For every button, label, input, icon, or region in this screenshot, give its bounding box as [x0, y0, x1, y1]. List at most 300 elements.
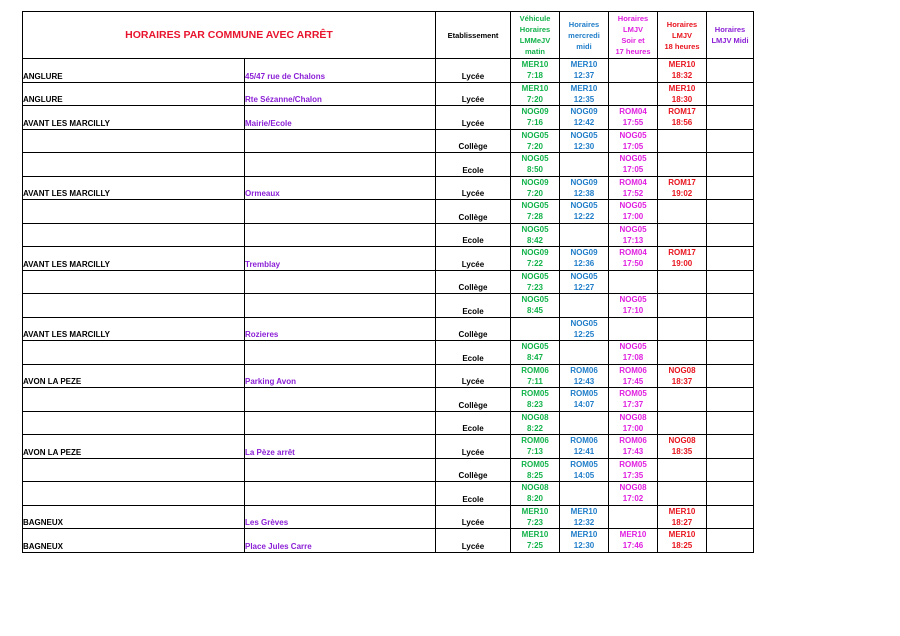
vehicle-code: ROM04: [619, 107, 647, 117]
commune-cell: AVON LA PEZE: [23, 364, 245, 388]
address-cell: Parking Avon: [245, 364, 436, 388]
vehicle-code: ROM05: [521, 389, 549, 399]
header-midi-line: midi: [576, 41, 592, 51]
schedule-body: [23, 59, 754, 553]
etablissement-cell: Lycée: [436, 59, 511, 83]
time-cell-matin: [511, 505, 560, 529]
header-midi: [560, 12, 609, 59]
vehicle-code: NOG05: [619, 295, 647, 305]
vehicle-code: NOG05: [570, 271, 598, 281]
header-matin: [511, 12, 560, 59]
time-cell-midi: [560, 341, 609, 365]
time-cell-midi: [560, 435, 609, 459]
vehicle-code: MER10: [521, 60, 549, 70]
etablissement-cell: Lycée: [436, 176, 511, 200]
table-row: [23, 247, 754, 271]
header-soir17-line: LMJV: [622, 25, 643, 34]
table-row: [23, 364, 754, 388]
departure-time: 7:18: [526, 71, 543, 81]
time-cell-midi: [560, 223, 609, 247]
commune-cell: [23, 270, 245, 294]
commune-cell: BAGNEUX: [23, 529, 245, 553]
time-cell-matin: [511, 247, 560, 271]
etablissement-cell: Ecole: [436, 223, 511, 247]
etablissement-cell: Ecole: [436, 294, 511, 318]
commune-cell: ANGLURE: [23, 82, 245, 106]
address-cell: Les Grèves: [245, 505, 436, 529]
header-midi-lmjv-line: Horaires: [714, 25, 746, 34]
commune-cell: [23, 341, 245, 365]
header-matin-line: Véhicule: [519, 14, 551, 23]
departure-time: 8:47: [526, 353, 543, 363]
table-row: [23, 435, 754, 459]
time-cell-soir18: [658, 458, 707, 482]
vehicle-code: NOG08: [668, 436, 696, 446]
address-cell: [245, 200, 436, 224]
commune-cell: [23, 458, 245, 482]
time-cell-midi: [560, 505, 609, 529]
departure-time: 12:36: [573, 259, 595, 269]
vehicle-code: NOG09: [570, 177, 598, 187]
time-cell-matin: [511, 482, 560, 506]
time-cell-soir17: [609, 364, 658, 388]
time-cell-soir18: [658, 341, 707, 365]
departure-time: 17:45: [622, 376, 644, 386]
vehicle-code: MER10: [521, 530, 549, 540]
commune-cell: AVANT LES MARCILLY: [23, 317, 245, 341]
address-cell: [245, 129, 436, 153]
vehicle-code: MER10: [668, 530, 696, 540]
time-cell-matin: [511, 388, 560, 412]
time-cell-matin: [511, 82, 560, 106]
time-cell-soir18: [658, 153, 707, 177]
commune-cell: AVANT LES MARCILLY: [23, 176, 245, 200]
departure-time: 12:27: [573, 282, 595, 292]
time-cell-midi: [560, 82, 609, 106]
time-cell-matin: [511, 364, 560, 388]
address-cell: [245, 458, 436, 482]
time-cell-soir17: [609, 529, 658, 553]
vehicle-code: NOG05: [619, 201, 647, 211]
vehicle-code: NOG05: [570, 130, 598, 140]
header-soir18: [658, 12, 707, 59]
time-cell-soir18: [658, 482, 707, 506]
time-cell-soir18: [658, 388, 707, 412]
etablissement-cell: Collège: [436, 458, 511, 482]
time-cell-midi-lmjv: [707, 223, 754, 247]
departure-time: 12:37: [573, 71, 595, 81]
header-soir18-line: LMJV: [671, 30, 692, 40]
time-cell-matin: [511, 106, 560, 130]
vehicle-code: ROM06: [619, 436, 647, 446]
departure-time: 17:02: [622, 494, 644, 504]
time-cell-midi-lmjv: [707, 294, 754, 318]
etablissement-cell: Lycée: [436, 82, 511, 106]
commune-cell: [23, 153, 245, 177]
table-row: [23, 153, 754, 177]
table-row: [23, 482, 754, 506]
vehicle-code: NOG05: [521, 342, 549, 352]
time-cell-midi: [560, 294, 609, 318]
time-cell-soir17: [609, 106, 658, 130]
time-cell-soir18: [658, 59, 707, 83]
time-cell-midi-lmjv: [707, 411, 754, 435]
vehicle-code: NOG08: [521, 483, 549, 493]
departure-time: 19:00: [671, 259, 693, 269]
time-cell-midi-lmjv: [707, 176, 754, 200]
time-cell-midi: [560, 106, 609, 130]
address-cell: [245, 223, 436, 247]
table-row: [23, 317, 754, 341]
vehicle-code: NOG05: [521, 224, 549, 234]
vehicle-code: ROM04: [619, 248, 647, 258]
vehicle-code: NOG09: [521, 177, 549, 187]
table-row: [23, 223, 754, 247]
table-row: [23, 341, 754, 365]
schedule-table: [22, 11, 754, 553]
departure-time: 8:45: [526, 306, 543, 316]
vehicle-code: MER10: [619, 530, 647, 540]
table-row: [23, 411, 754, 435]
vehicle-code: ROM06: [570, 436, 598, 446]
departure-time: 7:16: [526, 118, 543, 128]
commune-cell: AVANT LES MARCILLY: [23, 106, 245, 130]
vehicle-code: ROM17: [668, 248, 696, 258]
vehicle-code: ROM17: [668, 177, 696, 187]
time-cell-midi-lmjv: [707, 388, 754, 412]
time-cell-matin: [511, 458, 560, 482]
time-cell-midi-lmjv: [707, 505, 754, 529]
departure-time: 17:37: [622, 400, 644, 410]
time-cell-soir18: [658, 270, 707, 294]
vehicle-code: NOG08: [521, 412, 549, 422]
departure-time: 12:25: [573, 329, 595, 339]
etablissement-cell: Lycée: [436, 529, 511, 553]
time-cell-matin: [511, 411, 560, 435]
time-cell-midi-lmjv: [707, 482, 754, 506]
vehicle-code: NOG09: [521, 248, 549, 258]
commune-cell: AVON LA PEZE: [23, 435, 245, 459]
table-row: [23, 388, 754, 412]
address-cell: [245, 153, 436, 177]
vehicle-code: NOG08: [668, 365, 696, 375]
etablissement-cell: Collège: [436, 317, 511, 341]
time-cell-midi: [560, 388, 609, 412]
departure-time: 18:25: [671, 541, 693, 551]
time-cell-midi: [560, 129, 609, 153]
time-cell-midi: [560, 247, 609, 271]
time-cell-soir18: [658, 129, 707, 153]
commune-cell: [23, 388, 245, 412]
address-cell: [245, 411, 436, 435]
time-cell-matin: [511, 200, 560, 224]
header-etablissement: Etablissement: [436, 12, 511, 59]
etablissement-cell: Ecole: [436, 411, 511, 435]
address-cell: [245, 270, 436, 294]
address-cell: Tremblay: [245, 247, 436, 271]
departure-time: 18:30: [671, 94, 693, 104]
time-cell-midi-lmjv: [707, 317, 754, 341]
departure-time: 7:20: [526, 141, 543, 151]
commune-cell: [23, 223, 245, 247]
time-cell-soir17: [609, 388, 658, 412]
vehicle-code: NOG09: [521, 107, 549, 117]
time-cell-midi: [560, 200, 609, 224]
table-row: [23, 529, 754, 553]
vehicle-code: MER10: [668, 60, 696, 70]
address-cell: Ormeaux: [245, 176, 436, 200]
address-cell: Mairie/Ecole: [245, 106, 436, 130]
vehicle-code: MER10: [570, 83, 598, 93]
time-cell-soir18: [658, 106, 707, 130]
time-cell-soir18: [658, 247, 707, 271]
departure-time: 12:42: [573, 118, 595, 128]
departure-time: 17:35: [622, 470, 644, 480]
time-cell-midi: [560, 317, 609, 341]
time-cell-soir18: [658, 411, 707, 435]
departure-time: 12:32: [573, 517, 595, 527]
commune-cell: AVANT LES MARCILLY: [23, 247, 245, 271]
departure-time: 12:38: [573, 188, 595, 198]
departure-time: 12:35: [573, 94, 595, 104]
departure-time: 18:56: [671, 118, 693, 128]
time-cell-midi-lmjv: [707, 270, 754, 294]
vehicle-code: NOG05: [521, 295, 549, 305]
departure-time: 8:23: [526, 400, 543, 410]
commune-cell: [23, 200, 245, 224]
etablissement-cell: Lycée: [436, 364, 511, 388]
commune-cell: [23, 411, 245, 435]
address-cell: Place Jules Carre: [245, 529, 436, 553]
time-cell-midi-lmjv: [707, 82, 754, 106]
table-row: [23, 270, 754, 294]
time-cell-midi: [560, 176, 609, 200]
time-cell-midi-lmjv: [707, 106, 754, 130]
departure-time: 17:43: [622, 447, 644, 457]
time-cell-soir17: [609, 458, 658, 482]
header-soir18-line: 18 heures: [664, 41, 700, 51]
address-cell: [245, 294, 436, 318]
time-cell-soir18: [658, 82, 707, 106]
departure-time: 7:11: [527, 376, 543, 386]
header-matin-line: Horaires: [519, 25, 551, 34]
etablissement-cell: Collège: [436, 129, 511, 153]
vehicle-code: MER10: [570, 530, 598, 540]
time-cell-soir17: [609, 270, 658, 294]
address-cell: [245, 388, 436, 412]
vehicle-code: ROM06: [619, 365, 647, 375]
departure-time: 17:13: [622, 235, 644, 245]
departure-time: 7:23: [526, 517, 543, 527]
vehicle-code: NOG05: [619, 154, 647, 164]
vehicle-code: MER10: [570, 506, 598, 516]
header-midi-lmjv: [707, 12, 754, 59]
time-cell-soir17: [609, 176, 658, 200]
table-row: [23, 82, 754, 106]
vehicle-code: MER10: [570, 60, 598, 70]
table-row: [23, 505, 754, 529]
commune-cell: [23, 294, 245, 318]
vehicle-code: ROM05: [521, 459, 549, 469]
departure-time: 17:05: [622, 165, 644, 175]
header-soir17: [609, 12, 658, 59]
departure-time: 7:22: [526, 259, 543, 269]
departure-time: 7:20: [526, 94, 543, 104]
time-cell-midi: [560, 153, 609, 177]
departure-time: 18:32: [671, 71, 693, 81]
time-cell-soir17: [609, 200, 658, 224]
departure-time: 12:22: [573, 212, 595, 222]
departure-time: 17:00: [622, 212, 644, 222]
departure-time: 17:05: [622, 141, 644, 151]
departure-time: 18:37: [671, 376, 693, 386]
time-cell-soir17: [609, 223, 658, 247]
time-cell-midi: [560, 411, 609, 435]
time-cell-soir18: [658, 176, 707, 200]
time-cell-matin: [511, 59, 560, 83]
vehicle-code: NOG05: [570, 318, 598, 328]
time-cell-matin: [511, 435, 560, 459]
time-cell-soir17: [609, 341, 658, 365]
time-cell-matin: [511, 341, 560, 365]
address-cell: Rte Sézanne/Chalon: [245, 82, 436, 106]
header-soir18-line: Horaires: [666, 19, 698, 29]
header-soir17-line: 17 heures: [615, 47, 651, 56]
time-cell-soir17: [609, 294, 658, 318]
departure-time: 7:25: [526, 541, 543, 551]
time-cell-matin: [511, 529, 560, 553]
table-row: [23, 106, 754, 130]
vehicle-code: NOG05: [570, 201, 598, 211]
time-cell-soir17: [609, 59, 658, 83]
time-cell-midi: [560, 364, 609, 388]
time-cell-matin: [511, 153, 560, 177]
vehicle-code: ROM05: [570, 459, 598, 469]
departure-time: 17:08: [622, 353, 644, 363]
etablissement-cell: Lycée: [436, 505, 511, 529]
departure-time: 18:27: [671, 517, 693, 527]
etablissement-cell: Lycée: [436, 435, 511, 459]
vehicle-code: NOG09: [570, 248, 598, 258]
vehicle-code: NOG05: [619, 130, 647, 140]
commune-cell: [23, 129, 245, 153]
etablissement-cell: Ecole: [436, 482, 511, 506]
departure-time: 12:30: [573, 141, 595, 151]
time-cell-soir18: [658, 317, 707, 341]
time-cell-midi: [560, 270, 609, 294]
etablissement-cell: Lycée: [436, 247, 511, 271]
vehicle-code: NOG08: [619, 483, 647, 493]
departure-time: 17:00: [622, 423, 644, 433]
vehicle-code: NOG05: [521, 201, 549, 211]
address-cell: Rozieres: [245, 317, 436, 341]
time-cell-soir17: [609, 482, 658, 506]
time-cell-matin: [511, 223, 560, 247]
vehicle-code: MER10: [668, 83, 696, 93]
time-cell-midi-lmjv: [707, 529, 754, 553]
table-row: [23, 458, 754, 482]
departure-time: 17:55: [622, 118, 644, 128]
time-cell-soir17: [609, 247, 658, 271]
time-cell-midi-lmjv: [707, 341, 754, 365]
departure-time: 18:35: [671, 447, 693, 457]
etablissement-cell: Collège: [436, 388, 511, 412]
header-midi-line: Horaires: [568, 19, 600, 29]
departure-time: 17:52: [622, 188, 644, 198]
vehicle-code: ROM05: [570, 389, 598, 399]
departure-time: 8:50: [526, 165, 543, 175]
time-cell-soir18: [658, 529, 707, 553]
time-cell-soir18: [658, 505, 707, 529]
vehicle-code: NOG05: [521, 271, 549, 281]
time-cell-midi: [560, 529, 609, 553]
departure-time: 8:20: [526, 494, 543, 504]
header-soir17-line: Horaires: [617, 14, 649, 23]
table-row: [23, 59, 754, 83]
time-cell-midi: [560, 482, 609, 506]
vehicle-code: MER10: [521, 83, 549, 93]
table-row: [23, 176, 754, 200]
header-midi-line: mercredi: [568, 30, 600, 40]
commune-cell: [23, 482, 245, 506]
vehicle-code: ROM05: [619, 459, 647, 469]
departure-time: 12:43: [573, 376, 595, 386]
vehicle-code: NOG05: [619, 224, 647, 234]
departure-time: 8:25: [526, 470, 543, 480]
time-cell-matin: [511, 317, 560, 341]
departure-time: 17:50: [622, 259, 644, 269]
vehicle-code: ROM17: [668, 107, 696, 117]
table-row: [23, 200, 754, 224]
header-midi-lmjv-line: LMJV Midi: [711, 36, 749, 45]
time-cell-soir17: [609, 505, 658, 529]
header-matin-line: matin: [524, 47, 545, 56]
vehicle-code: NOG09: [570, 107, 598, 117]
vehicle-code: MER10: [668, 506, 696, 516]
departure-time: 17:10: [622, 306, 644, 316]
departure-time: 7:20: [526, 188, 543, 198]
time-cell-midi-lmjv: [707, 153, 754, 177]
address-cell: [245, 482, 436, 506]
time-cell-matin: [511, 129, 560, 153]
header-row: [23, 12, 754, 59]
etablissement-cell: Collège: [436, 270, 511, 294]
vehicle-code: ROM06: [521, 365, 549, 375]
departure-time: 17:46: [622, 541, 644, 551]
departure-time: 7:23: [526, 282, 543, 292]
time-cell-midi-lmjv: [707, 129, 754, 153]
time-cell-soir17: [609, 82, 658, 106]
time-cell-soir18: [658, 364, 707, 388]
time-cell-midi-lmjv: [707, 364, 754, 388]
table-title: HORAIRES PAR COMMUNE AVEC ARRÊT: [23, 12, 436, 59]
time-cell-soir17: [609, 435, 658, 459]
time-cell-soir17: [609, 411, 658, 435]
time-cell-soir17: [609, 153, 658, 177]
time-cell-midi-lmjv: [707, 200, 754, 224]
time-cell-soir18: [658, 200, 707, 224]
time-cell-midi-lmjv: [707, 59, 754, 83]
time-cell-matin: [511, 176, 560, 200]
etablissement-cell: Ecole: [436, 341, 511, 365]
commune-cell: BAGNEUX: [23, 505, 245, 529]
table-row: [23, 294, 754, 318]
vehicle-code: ROM06: [570, 365, 598, 375]
header-soir17-line: Soir et: [621, 36, 645, 45]
vehicle-code: MER10: [521, 506, 549, 516]
time-cell-soir17: [609, 129, 658, 153]
time-cell-midi: [560, 59, 609, 83]
